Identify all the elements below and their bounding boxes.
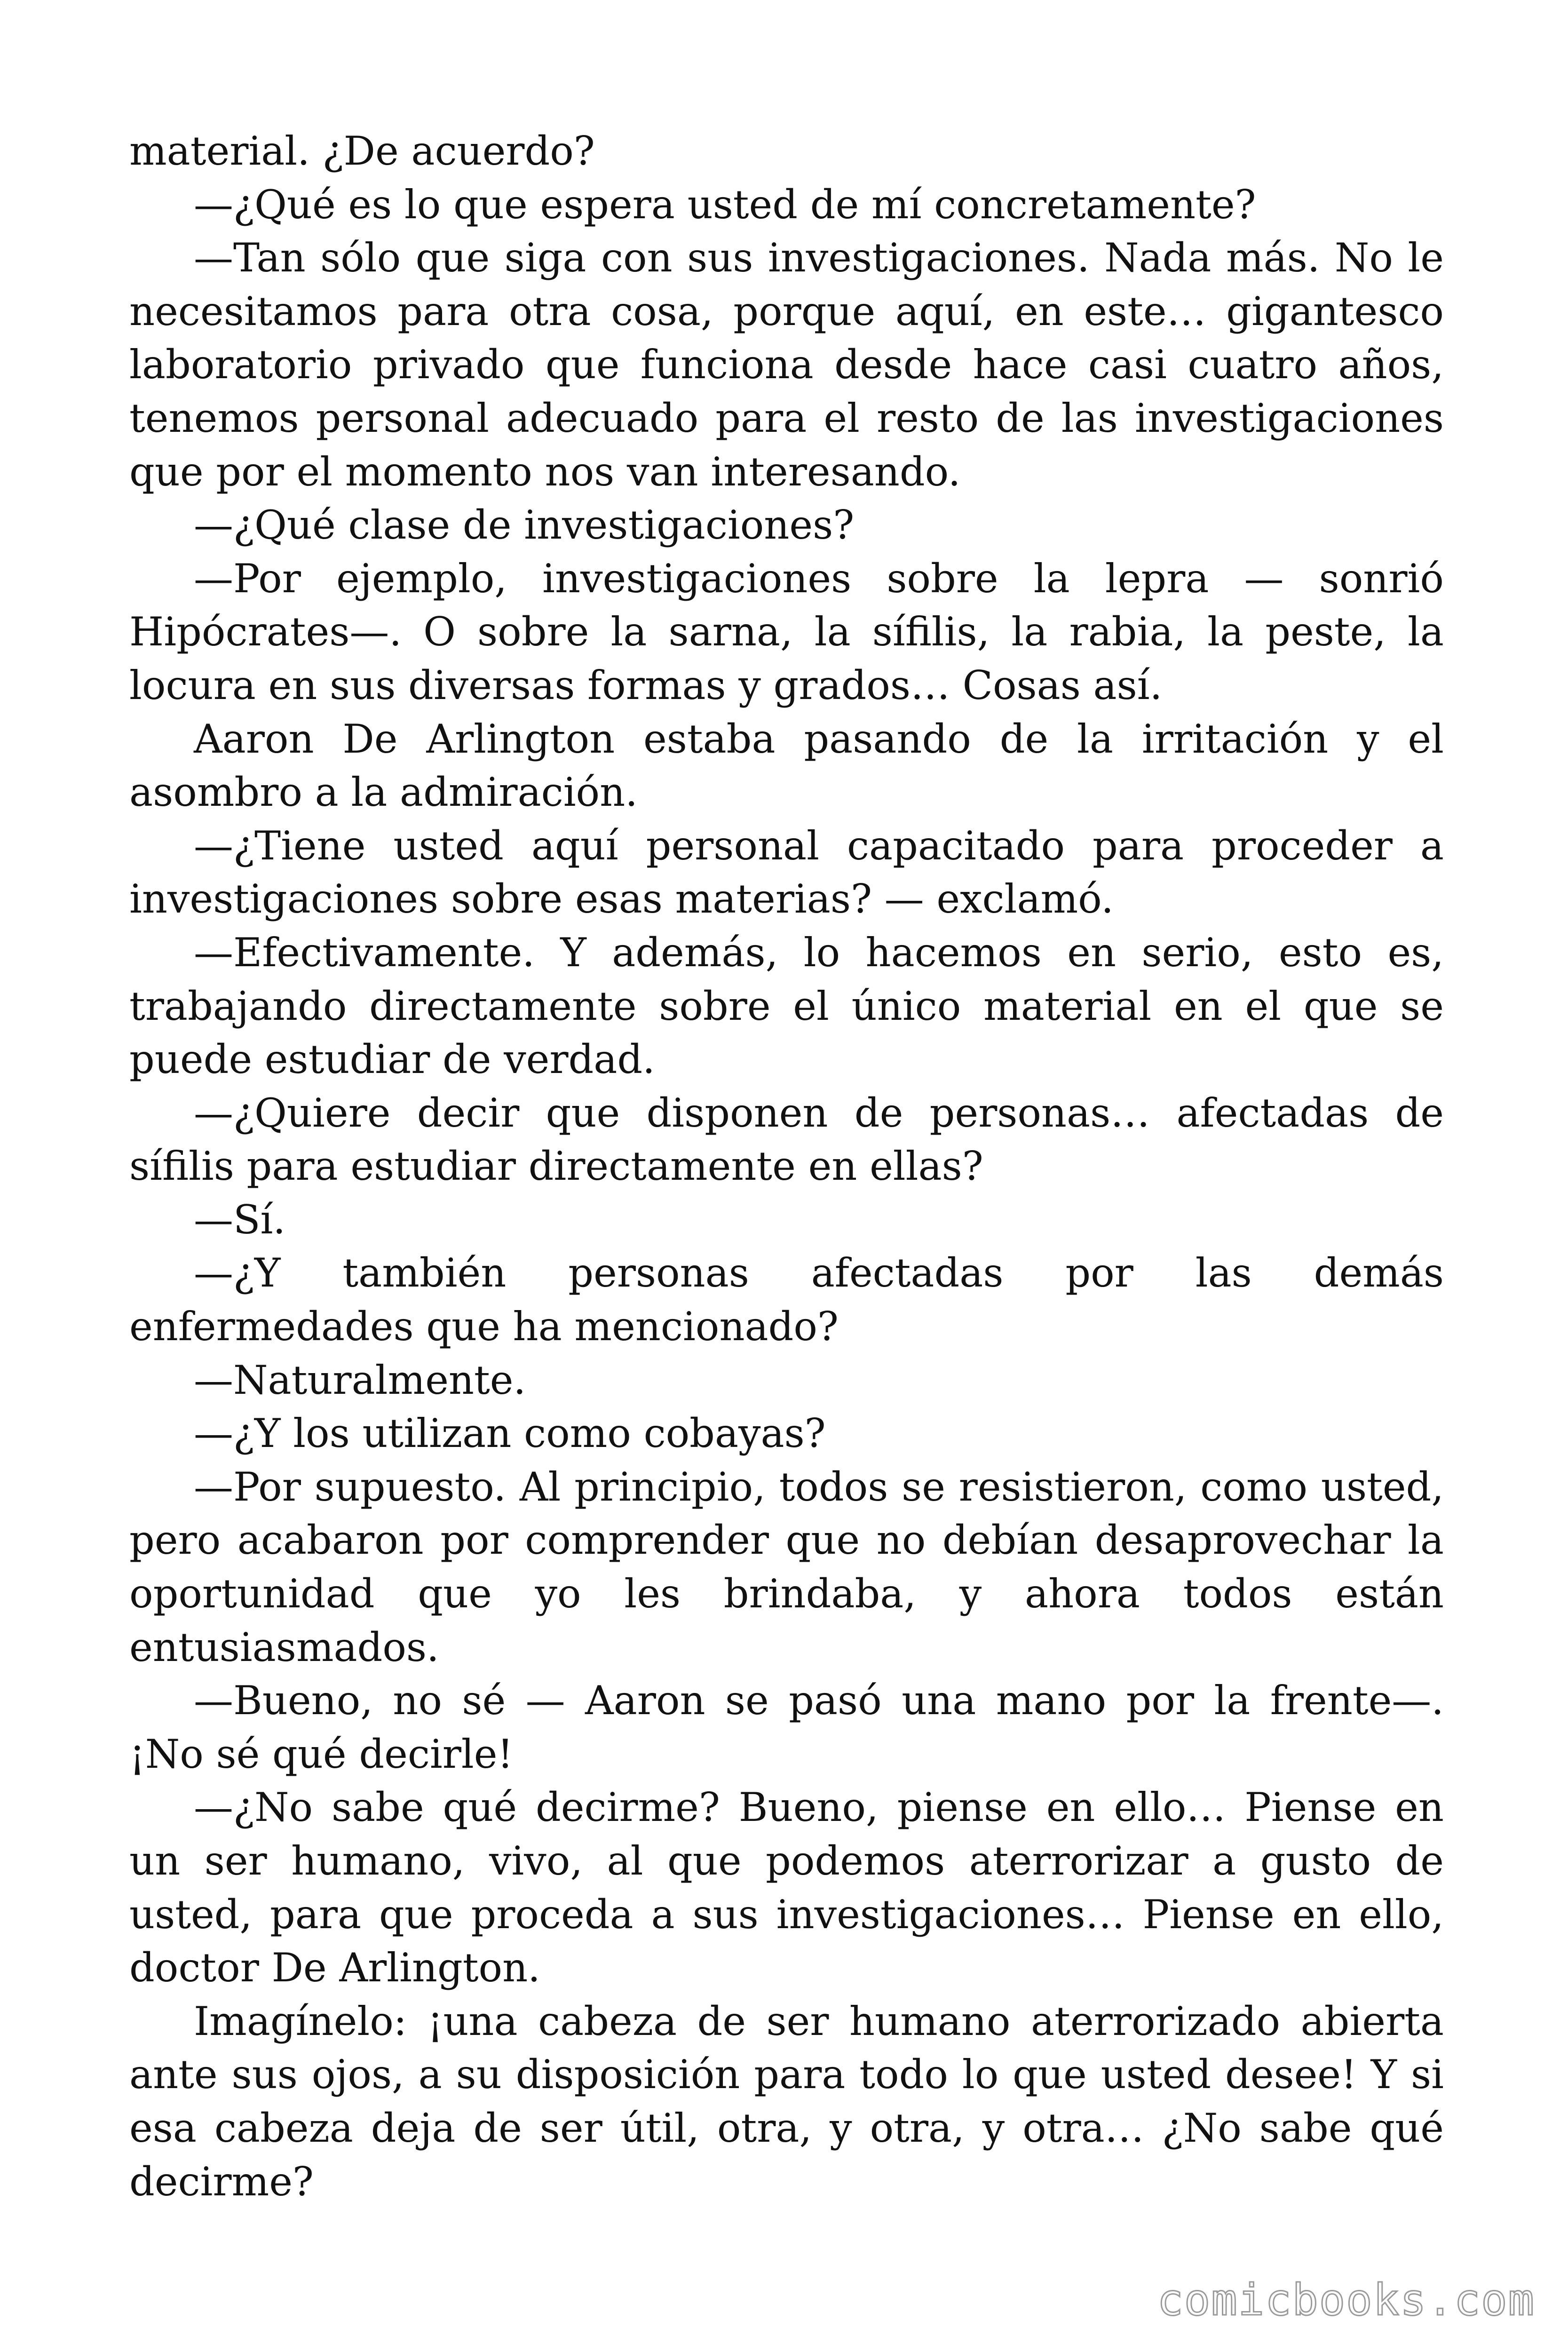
paragraph: —¿Tiene usted aquí personal capacitado para proceder a investigaciones sobre esas materias? — exclamó.	[129, 822, 1444, 922]
paragraph: —¿Y los utilizan como cobayas?	[194, 1410, 826, 1457]
paragraph: —¿Qué clase de investigaciones?	[194, 502, 855, 548]
paragraph: —Efectivamente. Y además, lo hacemos en serio, esto es, trabajando directamente sobre el único material en el que se puede estudiar de verdad.	[129, 929, 1444, 1083]
body-text	[129, 125, 1444, 2209]
paragraph: —¿Qué es lo que espera usted de mí concretamente?	[194, 181, 1256, 228]
paragraph: —Por ejemplo, investigaciones sobre la lepra — sonrió Hipócrates—. O sobre la sarna, la sífilis, la rabia, la peste, la locura en sus diversas formas y grados… Cosas así.	[129, 555, 1444, 708]
paragraph: —Tan sólo que siga con sus investigaciones. Nada más. No le necesitamos para otra cosa, porque aquí, en este… gigantesco laboratorio privado que funciona desde hace casi cuatro años, tenemos personal adecuado para el resto de las investigaciones que por el momento nos van interesando.	[129, 235, 1444, 495]
paragraph: material. ¿De acuerdo?	[129, 128, 595, 174]
paragraph: —Sí.	[194, 1196, 286, 1243]
paragraph: —Por supuesto. Al principio, todos se resistieron, como usted, pero acabaron por comprender que no debían desaprovechar la oportunidad que yo les brindaba, y ahora todos están entusiasmados.	[129, 1463, 1444, 1670]
paragraph: Imagínelo: ¡una cabeza de ser humano aterrorizado abierta ante sus ojos, a su disposición para todo lo que usted desee! Y si esa cabeza deja de ser útil, otra, y otra, y otra… ¿No sabe qué decirme?	[129, 1998, 1444, 2205]
paragraph: Aaron De Arlington estaba pasando de la irritación y el asombro a la admiración.	[129, 715, 1444, 816]
paragraph: —Naturalmente.	[194, 1357, 526, 1403]
paragraph: —¿Y también personas afectadas por las demás enfermedades que ha mencionado?	[129, 1250, 1444, 1350]
paragraph: —¿No sabe qué decirme? Bueno, piense en ello… Piense en un ser humano, vivo, al que podemos aterrorizar a gusto de usted, para que proceda a sus investigaciones… Piense en ello, doctor De Arlington.	[129, 1784, 1444, 1991]
paragraph: —Bueno, no sé — Aaron se pasó una mano por la frente—. ¡No sé qué decirle!	[129, 1677, 1444, 1777]
paragraph: —¿Quiere decir que disponen de personas… afectadas de sífilis para estudiar directamente en ellas?	[129, 1089, 1444, 1190]
watermark-text: comicbooks.com	[1157, 2275, 1535, 2325]
